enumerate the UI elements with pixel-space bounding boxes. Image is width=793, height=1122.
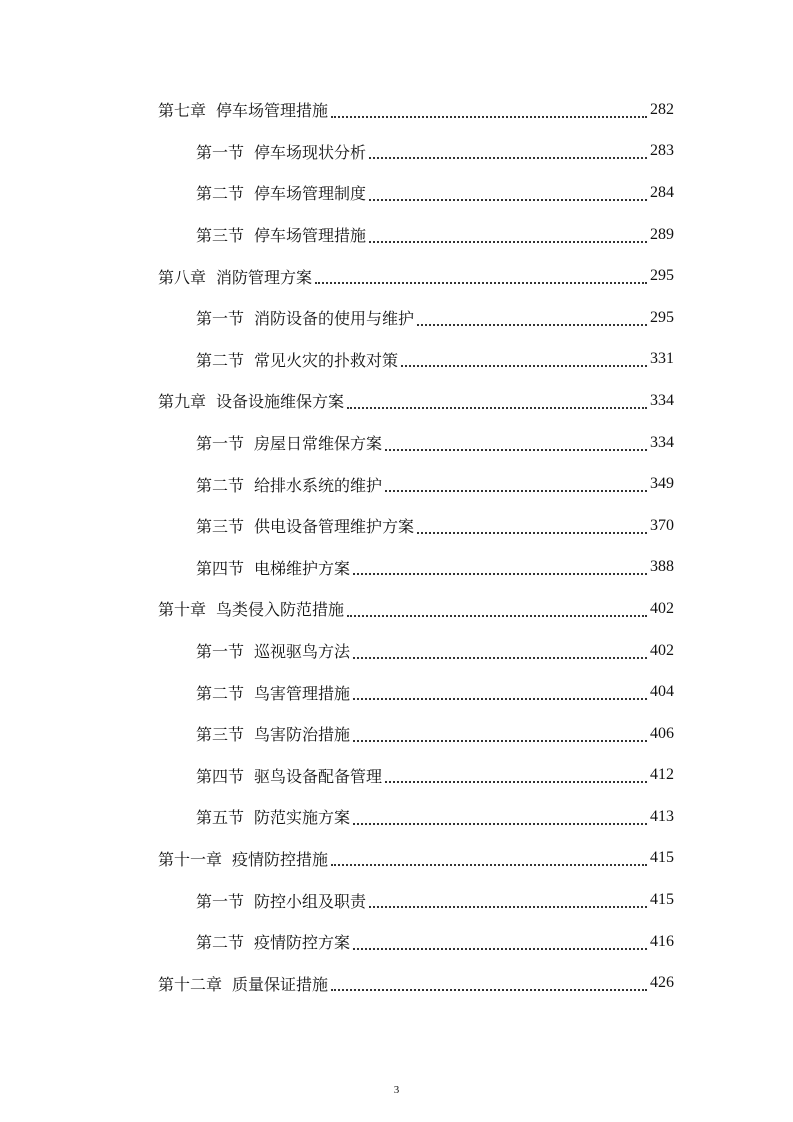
- toc-dot-leader: [385, 781, 647, 783]
- toc-entry-label: 第七章: [158, 101, 207, 121]
- toc-entry-label: 第八章: [158, 267, 207, 287]
- toc-section-entry[interactable]: [0, 339, 793, 381]
- toc-entry-page-number: 406: [650, 724, 674, 742]
- toc-dot-leader: [353, 823, 647, 825]
- toc-section-entry[interactable]: [0, 879, 793, 921]
- toc-entry-title: 质量保证措施: [232, 974, 329, 994]
- toc-section-entry[interactable]: [0, 422, 793, 464]
- toc-entry-title: 停车场现状分析: [254, 142, 367, 162]
- toc-section-entry[interactable]: [0, 547, 793, 589]
- toc-entry-page-number: 283: [650, 142, 674, 160]
- toc-dot-leader: [331, 116, 647, 118]
- toc-chapter-entry[interactable]: [0, 255, 793, 297]
- toc-entry-label: 第九章: [158, 392, 207, 412]
- toc-entry-label: 第二节: [196, 184, 245, 204]
- toc-entry-label: 第三节: [196, 517, 245, 537]
- toc-entry-label: 第一节: [196, 309, 245, 329]
- toc-entry-title: 防范实施方案: [254, 808, 351, 828]
- toc-section-entry[interactable]: [0, 671, 793, 713]
- toc-section-entry[interactable]: [0, 755, 793, 797]
- toc-chapter-entry[interactable]: [0, 838, 793, 880]
- toc-section-entry[interactable]: [0, 796, 793, 838]
- toc-entry-title: 供电设备管理维护方案: [254, 517, 415, 537]
- toc-entry-label: 第二节: [196, 933, 245, 953]
- toc-entry-label: 第一节: [196, 434, 245, 454]
- toc-dot-leader: [369, 906, 647, 908]
- toc-entry-title: 巡视驱鸟方法: [254, 642, 351, 662]
- toc-section-entry[interactable]: [0, 713, 793, 755]
- toc-entry-page-number: 404: [650, 683, 674, 701]
- toc-entry-title: 停车场管理措施: [254, 226, 367, 246]
- toc-entry-title: 给排水系统的维护: [254, 475, 383, 495]
- toc-entry-title: 停车场管理措施: [216, 101, 329, 121]
- toc-entry-title: 疫情防控措施: [232, 849, 329, 869]
- toc-entry-label: 第一节: [196, 891, 245, 911]
- toc-entry-title: 疫情防控方案: [254, 933, 351, 953]
- toc-section-entry[interactable]: [0, 921, 793, 963]
- table-of-contents: [0, 89, 793, 1004]
- toc-entry-page-number: 416: [650, 932, 674, 950]
- toc-dot-leader: [353, 657, 647, 659]
- toc-entry-title: 设备设施维保方案: [216, 392, 345, 412]
- toc-entry-page-number: 426: [650, 974, 674, 992]
- toc-dot-leader: [331, 864, 647, 866]
- toc-dot-leader: [353, 740, 647, 742]
- toc-section-entry[interactable]: [0, 172, 793, 214]
- toc-entry-page-number: 331: [650, 350, 674, 368]
- toc-entry-page-number: 295: [650, 267, 674, 285]
- toc-section-entry[interactable]: [0, 214, 793, 256]
- toc-entry-page-number: 413: [650, 807, 674, 825]
- toc-section-entry[interactable]: [0, 463, 793, 505]
- toc-entry-label: 第一节: [196, 142, 245, 162]
- page-number: 3: [393, 1084, 400, 1096]
- toc-section-entry[interactable]: [0, 630, 793, 672]
- toc-entry-label: 第二节: [196, 475, 245, 495]
- toc-dot-leader: [331, 989, 647, 991]
- toc-entry-page-number: 412: [650, 766, 674, 784]
- toc-entry-label: 第二节: [196, 683, 245, 703]
- toc-dot-leader: [369, 241, 647, 243]
- toc-entry-label: 第三节: [196, 226, 245, 246]
- toc-entry-label: 第二节: [196, 350, 245, 370]
- toc-entry-label: 第四节: [196, 558, 245, 578]
- toc-entry-title: 鸟害管理措施: [254, 683, 351, 703]
- toc-dot-leader: [385, 449, 647, 451]
- toc-entry-label: 第十二章: [158, 974, 223, 994]
- toc-entry-page-number: 370: [650, 516, 674, 534]
- toc-entry-title: 电梯维护方案: [254, 558, 351, 578]
- toc-dot-leader: [353, 948, 647, 950]
- toc-dot-leader: [369, 157, 647, 159]
- toc-entry-title: 停车场管理制度: [254, 184, 367, 204]
- toc-chapter-entry[interactable]: [0, 588, 793, 630]
- toc-entry-title: 消防管理方案: [216, 267, 313, 287]
- toc-entry-title: 常见火灾的扑救对策: [254, 350, 399, 370]
- toc-entry-title: 鸟类侵入防范措施: [216, 600, 345, 620]
- toc-dot-leader: [417, 324, 647, 326]
- toc-entry-title: 防控小组及职责: [254, 891, 367, 911]
- toc-dot-leader: [315, 282, 647, 284]
- toc-entry-page-number: 334: [650, 433, 674, 451]
- toc-entry-label: 第十一章: [158, 849, 223, 869]
- toc-entry-page-number: 334: [650, 391, 674, 409]
- toc-dot-leader: [347, 407, 647, 409]
- toc-entry-label: 第一节: [196, 642, 245, 662]
- toc-chapter-entry[interactable]: [0, 89, 793, 131]
- toc-entry-title: 鸟害防治措施: [254, 725, 351, 745]
- toc-entry-page-number: 402: [650, 641, 674, 659]
- toc-entry-label: 第四节: [196, 766, 245, 786]
- toc-dot-leader: [417, 532, 647, 534]
- toc-dot-leader: [353, 573, 647, 575]
- toc-entry-title: 驱鸟设备配备管理: [254, 766, 383, 786]
- toc-entry-page-number: 402: [650, 599, 674, 617]
- toc-entry-title: 房屋日常维保方案: [254, 434, 383, 454]
- toc-dot-leader: [401, 365, 647, 367]
- toc-chapter-entry[interactable]: [0, 962, 793, 1004]
- toc-entry-page-number: 284: [650, 183, 674, 201]
- toc-section-entry[interactable]: [0, 297, 793, 339]
- toc-dot-leader: [369, 199, 647, 201]
- toc-dot-leader: [385, 490, 647, 492]
- toc-entry-page-number: 415: [650, 891, 674, 909]
- toc-section-entry[interactable]: [0, 505, 793, 547]
- toc-entry-page-number: 415: [650, 849, 674, 867]
- toc-entry-page-number: 388: [650, 558, 674, 576]
- toc-entry-page-number: 295: [650, 308, 674, 326]
- toc-entry-title: 消防设备的使用与维护: [254, 309, 415, 329]
- toc-section-entry[interactable]: [0, 131, 793, 173]
- toc-dot-leader: [347, 615, 647, 617]
- toc-entry-page-number: 349: [650, 475, 674, 493]
- toc-chapter-entry[interactable]: [0, 380, 793, 422]
- toc-entry-label: 第五节: [196, 808, 245, 828]
- toc-entry-label: 第三节: [196, 725, 245, 745]
- toc-entry-label: 第十章: [158, 600, 207, 620]
- toc-dot-leader: [353, 698, 647, 700]
- toc-entry-page-number: 282: [650, 100, 674, 118]
- toc-entry-page-number: 289: [650, 225, 674, 243]
